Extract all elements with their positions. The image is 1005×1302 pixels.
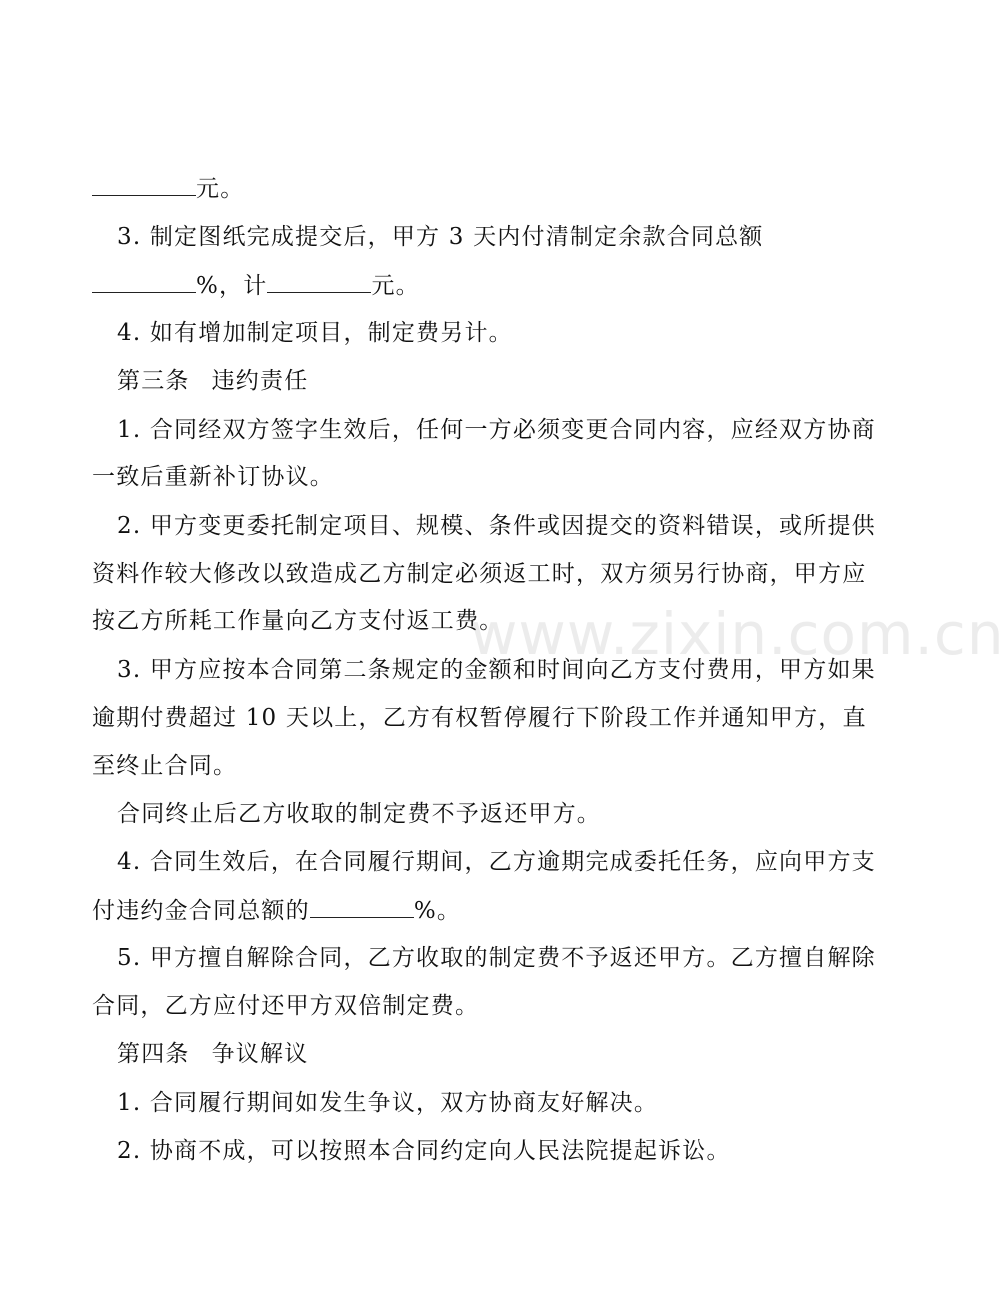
article-3-item-5: 5. 甲方擅自解除合同，乙方收取的制定费不予返还甲方。乙方擅自解除	[117, 945, 876, 971]
termination-note: 合同终止后乙方收取的制定费不予返还甲方。	[117, 801, 601, 827]
article-3-item-3-cont-1: 逾期付费超过 10 天以上，乙方有权暂停履行下阶段工作并通知甲方，直	[92, 705, 867, 731]
article-4-item-2: 2. 协商不成，可以按照本合同约定向人民法院提起诉讼。	[117, 1138, 731, 1164]
penalty-suffix: %。	[413, 898, 462, 924]
article-3-item-1: 1. 合同经双方签字生效后，任何一方必须变更合同内容，应经双方协商	[117, 417, 876, 443]
percent-blank	[92, 270, 196, 293]
article-3-item-2: 2. 甲方变更委托制定项目、规模、条件或因提交的资料错误，或所提供	[117, 513, 876, 539]
penalty-line	[92, 895, 837, 926]
article-3-item-4: 4. 合同生效后，在合同履行期间，乙方逾期完成委托任务，应向甲方支	[117, 849, 876, 875]
amount-unit: 元。	[196, 176, 245, 202]
article-4-number: 第四条	[117, 1041, 190, 1067]
amount-blank	[92, 173, 196, 196]
article-3-item-3-cont-2: 至终止合同。	[92, 753, 238, 779]
balance-amount-blank	[267, 270, 371, 293]
article-3-item-5-cont: 合同，乙方应付还甲方双倍制定费。	[92, 993, 480, 1019]
article-3-item-2-cont-1: 资料作较大修改以致造成乙方制定必须返工时，双方须另行协商，甲方应	[92, 561, 867, 587]
article-4-item-1: 1. 合同履行期间如发生争议，双方协商友好解决。	[117, 1090, 659, 1116]
balance-unit: 元。	[371, 273, 420, 299]
article-3-item-3: 3. 甲方应按本合同第二条规定的金额和时间向乙方支付费用，甲方如果	[117, 657, 876, 683]
article-3-item-1-cont: 一致后重新补订协议。	[92, 464, 334, 490]
article-3-title: 违约责任	[211, 368, 309, 394]
penalty-prefix: 付违约金合同总额的	[92, 898, 310, 924]
penalty-percent-blank	[310, 895, 414, 918]
watermark: www.zixin.com.cn	[470, 600, 1005, 668]
percent-label: %，计	[196, 273, 268, 299]
clause-2-item-4: 4. 如有增加制定项目，制定费另计。	[117, 320, 513, 346]
article-4-heading	[117, 1039, 862, 1069]
balance-payment-line	[92, 270, 837, 301]
article-3-item-2-cont-2: 按乙方所耗工作量向乙方支付返工费。	[92, 608, 504, 634]
article-4-title: 争议解议	[211, 1041, 309, 1067]
payment-amount-line	[92, 173, 837, 204]
clause-2-item-3: 3. 制定图纸完成提交后，甲方 3 天内付清制定余款合同总额	[117, 224, 764, 250]
article-3-number: 第三条	[117, 368, 190, 394]
article-3-heading	[117, 366, 862, 396]
